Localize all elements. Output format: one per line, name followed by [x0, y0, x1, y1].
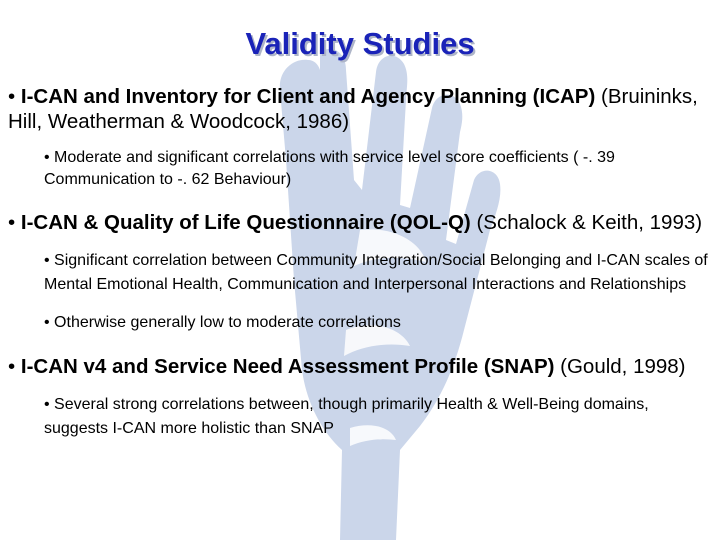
- bullet-list: [8, 84, 714, 440]
- bullet-bold-text: I-CAN and Inventory for Client and Agency Planning (ICAP): [20, 85, 596, 108]
- bullet-bold-text: I-CAN v4 and Service Need Assessment Profile (SNAP): [20, 355, 555, 378]
- bullet-item: [8, 210, 714, 235]
- bullet-marker: •: [8, 85, 16, 108]
- bullet-marker: •: [8, 355, 16, 378]
- bullet-item: [8, 84, 714, 134]
- sub-bullet-item: • Several strong correlations between, though primarily Health & Well-Being domains, suggests I-CAN more holistic than SNAP: [44, 396, 649, 437]
- bullet-normal-text: (Gould, 1998): [560, 355, 686, 378]
- sub-bullet-item: • Moderate and significant correlations with service level score coefficients ( -. 39 Communication to -. 62 Behaviour): [44, 149, 615, 188]
- page-title: Validity Studies: [245, 26, 475, 61]
- bullet-item: [8, 354, 714, 379]
- sub-bullet-item: • Significant correlation between Community Integration/Social Belonging and I-CAN scales of Mental Emotional Health, Communication and Interpersonal Interactions and Relationships: [44, 252, 708, 293]
- bullet-normal-text: (Bruininks, Hill, Weatherman & Woodcock, 1986): [8, 85, 698, 133]
- sub-bullet-item: • Otherwise generally low to moderate correlations: [44, 314, 401, 331]
- bullet-marker: •: [8, 211, 16, 234]
- bullet-bold-text: I-CAN & Quality of Life Questionnaire (QOL-Q): [20, 211, 471, 234]
- bullet-normal-text: (Schalock & Keith, 1993): [476, 211, 703, 234]
